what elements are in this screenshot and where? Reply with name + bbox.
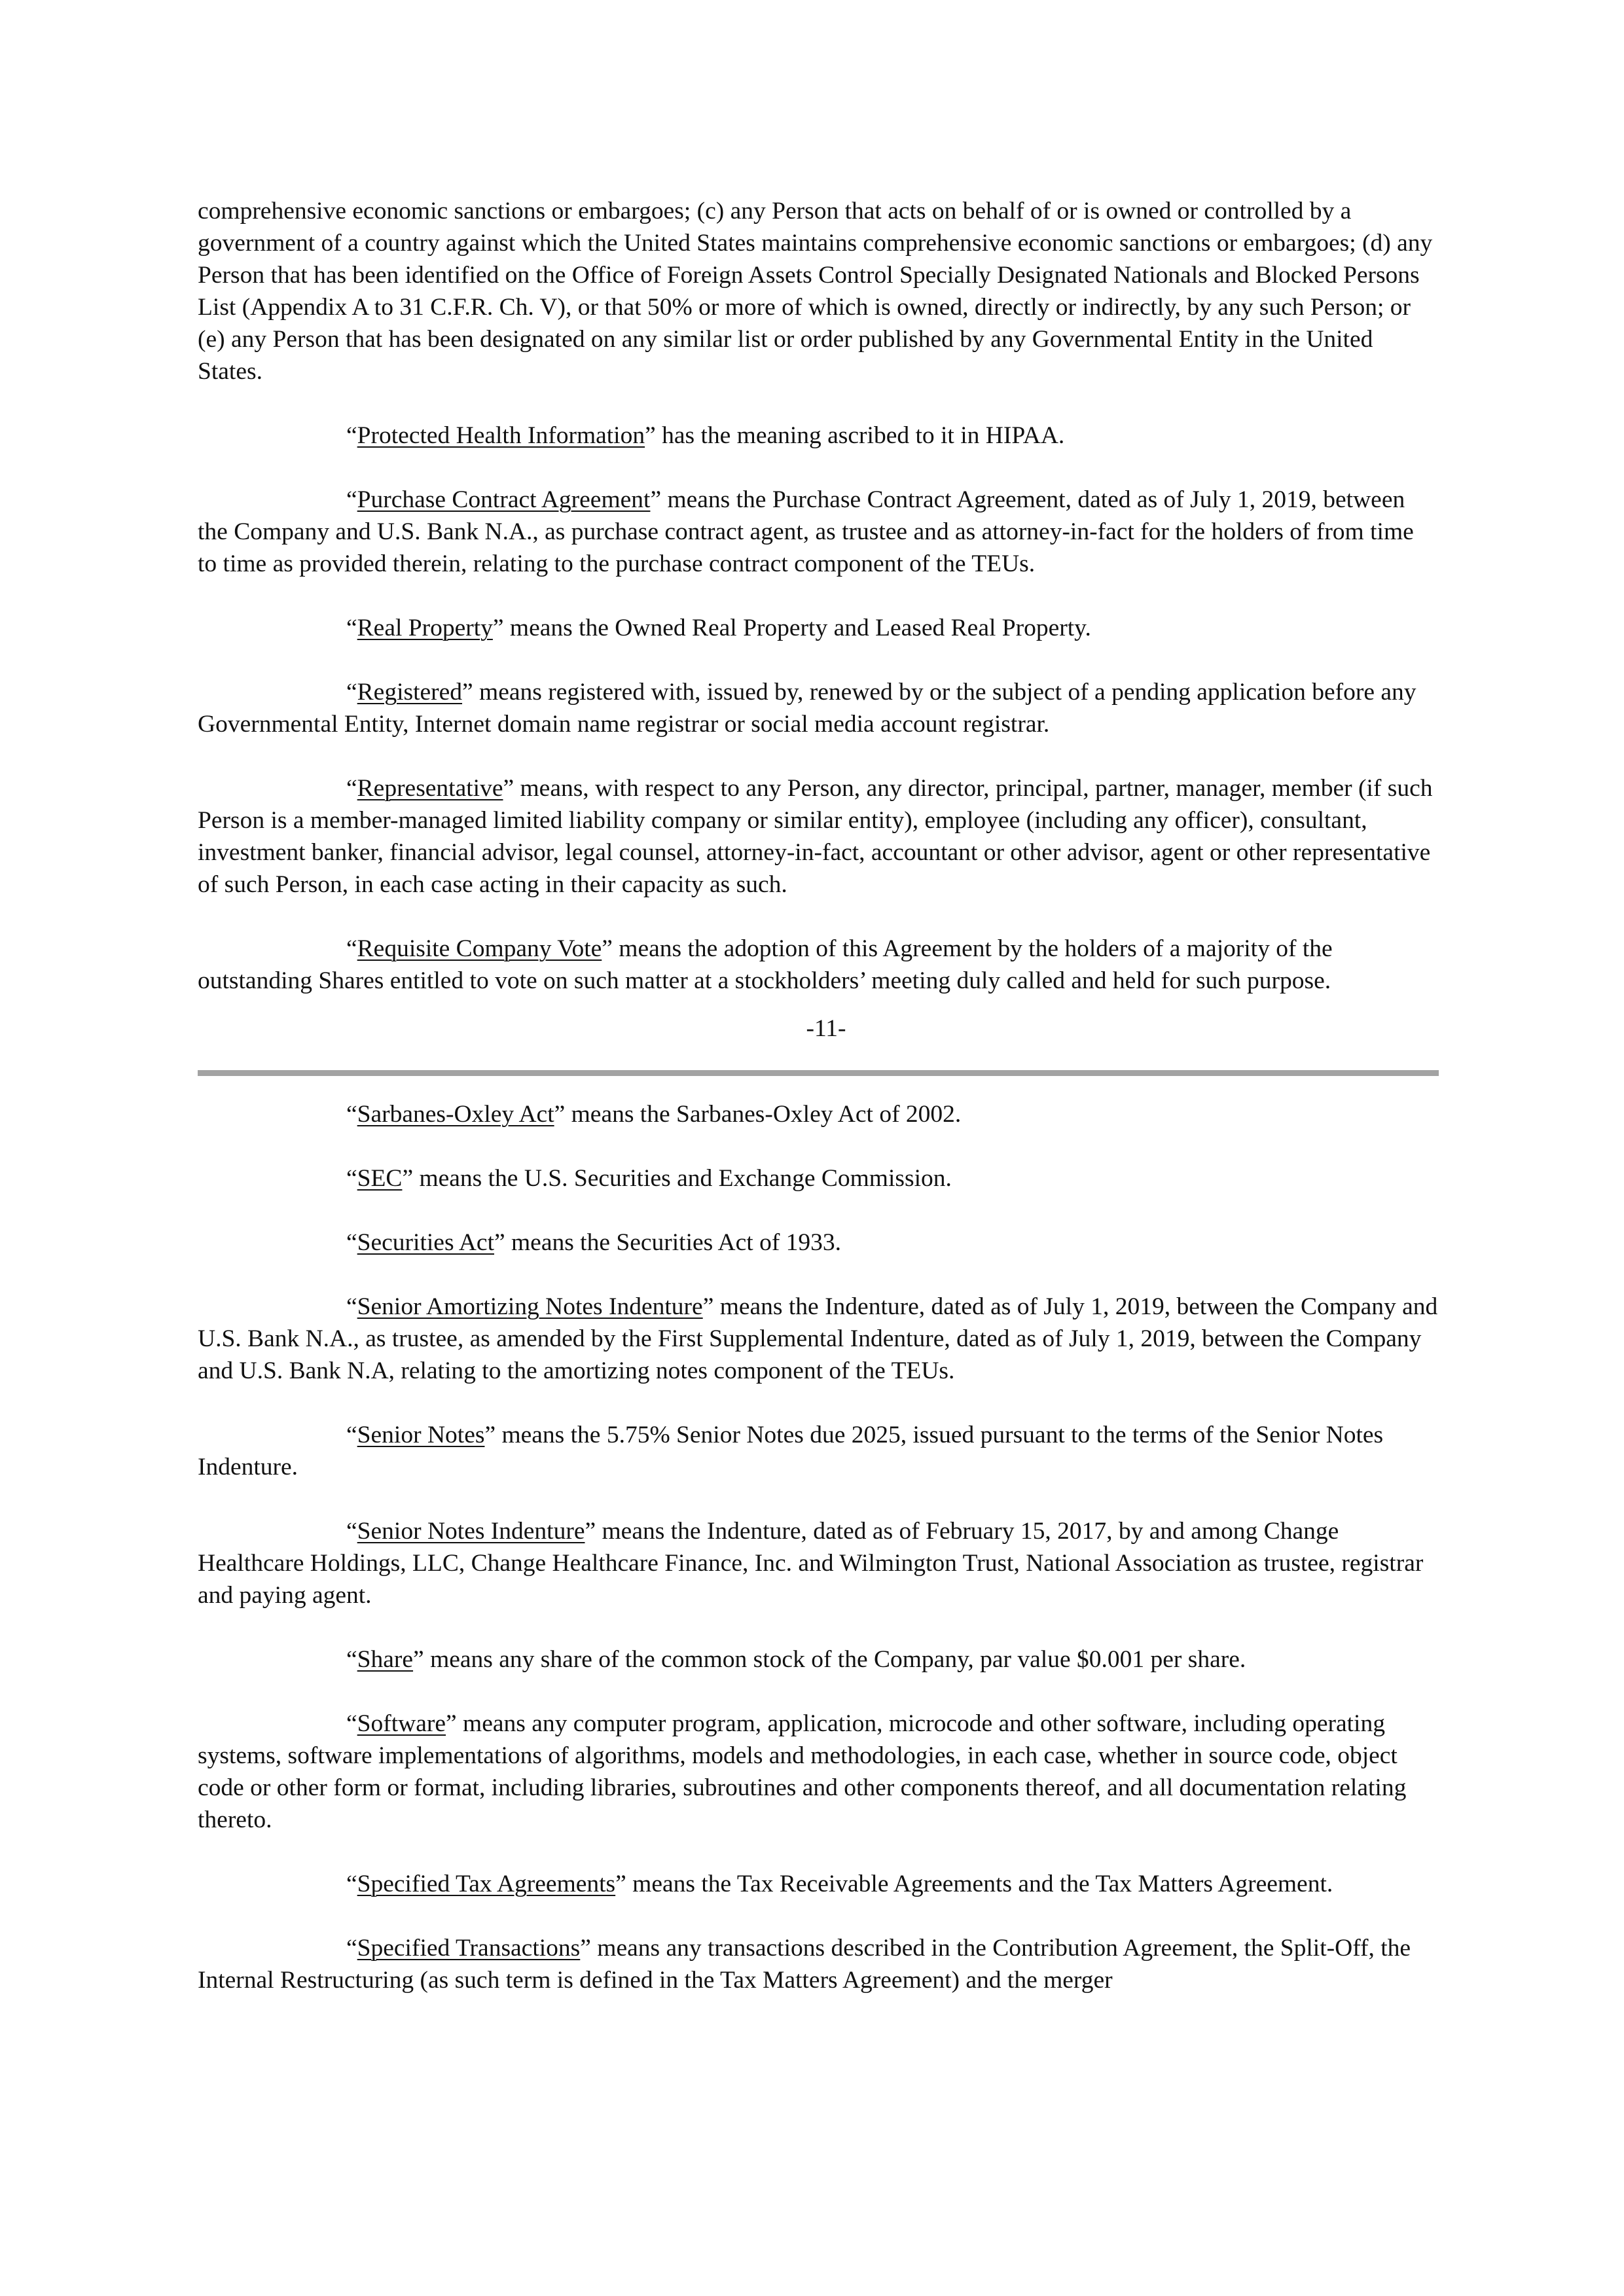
definition-text: ” has the meaning ascribed to it in HIPAA.	[645, 422, 1065, 449]
definition-real-property: “Real Property” means the Owned Real Property and Leased Real Property.	[346, 615, 1091, 641]
definition-text: ” means the adoption of this Agreement by the holders of a majority of the outstanding Shares entitled to vote on such matter at a stockholders’ meeting duly called and held for such purpose.	[198, 935, 1333, 994]
defined-term: SEC	[357, 1165, 403, 1192]
definition-text: ” means the Owned Real Property and Leased Real Property.	[492, 615, 1091, 641]
definition-senior-notes: “Senior Notes” means the 5.75% Senior Notes due 2025, issued pursuant to the terms of the Senior Notes Indenture.	[198, 1422, 1384, 1480]
definition-purchase-contract-agreement: “Purchase Contract Agreement” means the Purchase Contract Agreement, dated as of July 1, 2019, between the Company and U.S. Bank N.A., as purchase contract agent, as trustee and as attorney-in-fact for the holders of from time to time as provided therein, relating to the purchase contract component of the TEUs.	[198, 486, 1414, 577]
definition-text: ” means, with respect to any Person, any director, principal, partner, manager, member (if such Person is a member-managed limited liability company or similar entity), employee (including any officer), consultant, investment banker, financial advisor, legal counsel, attorney-in-fact, accountant or other advisor, agent or other representative of such Person, in each case acting in their capacity as such.	[198, 775, 1433, 898]
defined-term: Registered	[357, 679, 463, 706]
carryover-paragraph: comprehensive economic sanctions or embargoes; (c) any Person that acts on behalf of or is owned or controlled by a government of a country against which the United States maintains comprehensive economic sanctions or embargoes; (d) any Person that has been identified on the Office of Foreign Assets Control Specially Designated Nationals and Blocked Persons List (Appendix A to 31 C.F.R. Ch. V), or that 50% or more of which is owned, directly or indirectly, by any such Person; or (e) any Person that has been designated on any similar list or order published by any Governmental Entity in the United States.	[198, 198, 1433, 385]
definition-protected-health-information: “Protected Health Information” has the meaning ascribed to it in HIPAA.	[346, 422, 1065, 449]
definition-text: ” means any transactions described in the Contribution Agreement, the Split-Off, the Internal Restructuring (as such term is defined in the Tax Matters Agreement) and the merger	[198, 1935, 1411, 1994]
defined-term: Senior Amortizing Notes Indenture	[357, 1293, 703, 1320]
definition-text: ” means the Indenture, dated as of February 15, 2017, by and among Change Healthcare Holdings, LLC, Change Healthcare Finance, Inc. and Wilmington Trust, National Association as trustee, registrar and paying agent.	[198, 1518, 1424, 1609]
defined-term: Senior Notes	[357, 1422, 485, 1448]
definition-senior-amortizing-notes-indenture: “Senior Amortizing Notes Indenture” means the Indenture, dated as of July 1, 2019, between the Company and U.S. Bank N.A., as trustee, as amended by the First Supplemental Indenture, dated as of July 1, 2019, between the Company and U.S. Bank N.A, relating to the amortizing notes component of the TEUs.	[198, 1293, 1438, 1384]
defined-term: Specified Tax Agreements	[357, 1871, 616, 1897]
defined-term: Software	[357, 1710, 446, 1737]
defined-term: Specified Transactions	[357, 1935, 581, 1962]
defined-term: Securities Act	[357, 1229, 494, 1256]
definition-specified-tax-agreements: “Specified Tax Agreements” means the Tax Receivable Agreements and the Tax Matters Agreement.	[346, 1871, 1333, 1897]
defined-term: Requisite Company Vote	[357, 935, 602, 962]
definition-text: ” means any share of the common stock of the Company, par value $0.001 per share.	[413, 1646, 1246, 1673]
definition-securities-act: “Securities Act” means the Securities Act of 1933.	[346, 1229, 842, 1256]
definition-representative: “Representative” means, with respect to any Person, any director, principal, partner, manager, member (if such Person is a member-managed limited liability company or similar entity), employee (including any officer), consultant, investment banker, financial advisor, legal counsel, attorney-in-fact, accountant or other advisor, agent or other representative of such Person, in each case acting in their capacity as such.	[198, 775, 1433, 898]
definition-registered: “Registered” means registered with, issued by, renewed by or the subject of a pending application before any Governmental Entity, Internet domain name registrar or social media account registrar.	[198, 679, 1416, 738]
definition-specified-transactions: “Specified Transactions” means any transactions described in the Contribution Agreement, the Split-Off, the Internal Restructuring (as such term is defined in the Tax Matters Agreement) and the merger	[198, 1935, 1411, 1994]
defined-term: Real Property	[357, 615, 493, 641]
defined-term: Sarbanes-Oxley Act	[357, 1101, 554, 1128]
definition-requisite-company-vote: “Requisite Company Vote” means the adoption of this Agreement by the holders of a majority of the outstanding Shares entitled to vote on such matter at a stockholders’ meeting duly called and held for such purpose.	[198, 935, 1333, 994]
definition-text: ” means the 5.75% Senior Notes due 2025, issued pursuant to the terms of the Senior Notes Indenture.	[198, 1422, 1384, 1480]
defined-term: Protected Health Information	[357, 422, 645, 449]
definition-software: “Software” means any computer program, application, microcode and other software, including operating systems, software implementations of algorithms, models and methodologies, in each case, whether in source code, object code or other form or format, including libraries, subroutines and other components thereof, and all documentation relating thereto.	[198, 1710, 1407, 1833]
definition-text: ” means any computer program, application, microcode and other software, including operating systems, software implementations of algorithms, models and methodologies, in each case, whether in source code, object code or other form or format, including libraries, subroutines and other components thereof, and all documentation relating thereto.	[198, 1710, 1407, 1833]
page-divider	[198, 1070, 1439, 1076]
defined-term: Purchase Contract Agreement	[357, 486, 651, 513]
defined-term: Senior Notes Indenture	[357, 1518, 585, 1545]
definition-share: “Share” means any share of the common stock of the Company, par value $0.001 per share.	[346, 1646, 1246, 1673]
definition-text: ” means the U.S. Securities and Exchange Commission.	[402, 1165, 952, 1192]
definition-text: ” means the Purchase Contract Agreement, dated as of July 1, 2019, between the Company and U.S. Bank N.A., as purchase contract agent, as trustee and as attorney-in-fact for the holders of from time to time as provided therein, relating to the purchase contract component of the TEUs.	[198, 486, 1414, 577]
definition-text: ” means the Tax Receivable Agreements and the Tax Matters Agreement.	[615, 1871, 1333, 1897]
defined-term: Representative	[357, 775, 503, 802]
definition-senior-notes-indenture: “Senior Notes Indenture” means the Indenture, dated as of February 15, 2017, by and among Change Healthcare Holdings, LLC, Change Healthcare Finance, Inc. and Wilmington Trust, National Association as trustee, registrar and paying agent.	[198, 1518, 1424, 1609]
page-number: -11-	[806, 1015, 846, 1042]
definition-text: ” means registered with, issued by, renewed by or the subject of a pending application before any Governmental Entity, Internet domain name registrar or social media account registrar.	[198, 679, 1416, 738]
definition-text: ” means the Securities Act of 1933.	[494, 1229, 842, 1256]
definition-sec: “SEC” means the U.S. Securities and Exchange Commission.	[346, 1165, 952, 1192]
definition-text: ” means the Indenture, dated as of July 1, 2019, between the Company and U.S. Bank N.A., as trustee, as amended by the First Supplemental Indenture, dated as of July 1, 2019, between the Company and U.S. Bank N.A, relating to the amortizing notes component of the TEUs.	[198, 1293, 1438, 1384]
document-body	[198, 195, 1439, 2028]
defined-term: Share	[357, 1646, 414, 1673]
definition-sarbanes-oxley-act: “Sarbanes-Oxley Act” means the Sarbanes-Oxley Act of 2002.	[346, 1101, 962, 1128]
definition-text: ” means the Sarbanes-Oxley Act of 2002.	[554, 1101, 962, 1128]
